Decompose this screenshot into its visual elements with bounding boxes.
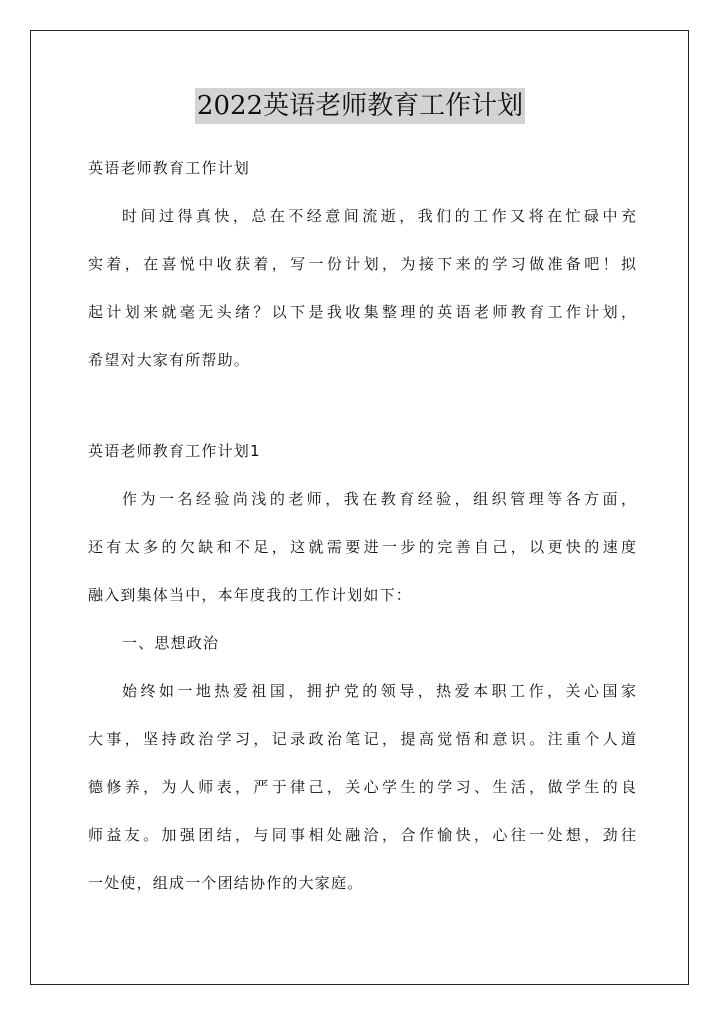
paragraph-line: 大事，坚持政治学习，记录政治笔记，提高觉悟和意识。注重个人道	[88, 730, 636, 748]
paragraph-line: 始终如一地热爱祖国，拥护党的领导，热爱本职工作，关心国家	[122, 682, 636, 700]
paragraph-line: 融入到集体当中，本年度我的工作计划如下：	[88, 586, 413, 604]
paragraph-line: 起计划来就毫无头绪？以下是我收集整理的英语老师教育工作计划，	[88, 303, 636, 321]
paragraph-line: 实着，在喜悦中收获着，写一份计划，为接下来的学习做准备吧！拟	[88, 255, 636, 273]
paragraph-line: 时间过得真快，总在不经意间流逝，我们的工作又将在忙碌中充	[122, 207, 636, 225]
paragraph-line: 德修养，为人师表，严于律己，关心学生的学习、生活，做学生的良	[88, 778, 636, 796]
section-heading: 英语老师教育工作计划1	[88, 442, 261, 460]
subheading: 一、思想政治	[122, 634, 220, 652]
paragraph-line: 还有太多的欠缺和不足，这就需要进一步的完善自己，以更快的速度	[88, 538, 636, 556]
paragraph-line: 一处使，组成一个团结协作的大家庭。	[88, 874, 364, 892]
title-container	[0, 88, 720, 124]
document-title: 2022英语老师教育工作计划	[195, 88, 525, 124]
paragraph-line: 作为一名经验尚浅的老师，我在教育经验，组织管理等各方面，	[122, 490, 636, 508]
intro-heading: 英语老师教育工作计划	[88, 159, 251, 177]
paragraph-line: 师益友。加强团结，与同事相处融洽，合作愉快，心往一处想，劲往	[88, 826, 636, 844]
paragraph-line: 希望对大家有所帮助。	[88, 351, 251, 369]
